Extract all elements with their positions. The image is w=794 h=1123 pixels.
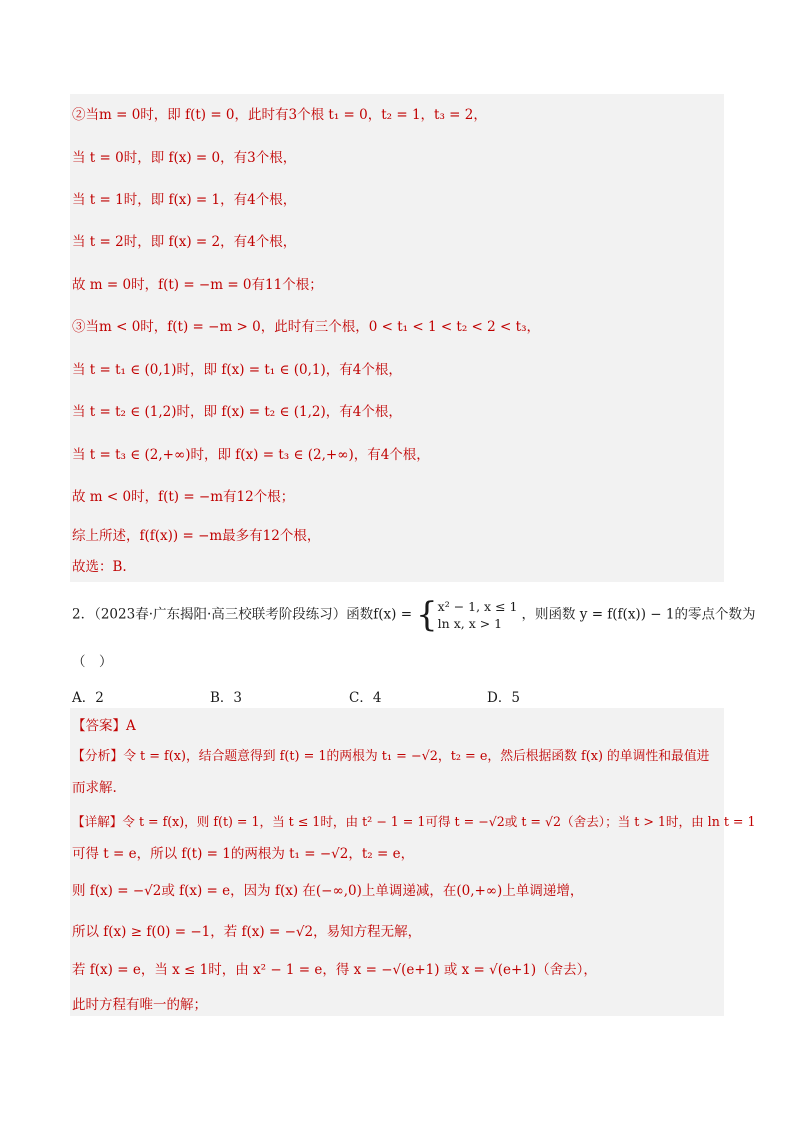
solution-line: ③当m < 0时，f(t) = −m > 0，此时有三个根，0 < t₁ < 1 < t₂ < 2 < t₃， (72, 319, 540, 335)
option-c: C．4 (349, 690, 382, 706)
answer-line: 【答案】A (72, 718, 136, 734)
solution-panel-top (70, 94, 724, 582)
detail-line: 可得 t = e，所以 f(t) = 1的两根为 t₁ = −√2，t₂ = e， (72, 846, 415, 862)
question-suffix: ，则函数 y = f(f(x)) − 1的零点个数为 (521, 606, 756, 623)
piece-2: ln x, x > 1 (437, 616, 503, 631)
solution-line: 当 t = t₂ ∈ (1,2)时，即 f(x) = t₂ ∈ (1,2)，有4个根， (72, 404, 402, 420)
solution-line: 当 t = 0时，即 f(x) = 0，有3个根， (72, 150, 297, 166)
question-prefix: 2．（2023春·广东揭阳·高三校联考阶段练习）函数 (72, 606, 374, 623)
solution-line: 当 t = t₃ ∈ (2,+∞)时，即 f(x) = t₃ ∈ (2,+∞)，有4个根， (72, 447, 430, 463)
detail-line: 若 f(x) = e，当 x ≤ 1时，由 x² − 1 = e，得 x = −√(e+1) 或 x = √(e+1)（舍去）， (72, 962, 597, 978)
solution-line: 当 t = 2时，即 f(x) = 2，有4个根， (72, 234, 297, 250)
solution-line: 故 m < 0时，f(t) = −m有12个根； (72, 489, 295, 505)
function-name: f(x) = (373, 606, 413, 623)
option-d: D．5 (487, 690, 520, 706)
question-2 (72, 595, 756, 635)
solution-line: ②当m = 0时，即 f(t) = 0，此时有3个根 t₁ = 0，t₂ = 1，t₃ = 2， (72, 107, 487, 123)
detail-line: 则 f(x) = −√2或 f(x) = e，因为 f(x) 在(−∞,0)上单调递减，在(0,+∞)上单调递增， (72, 883, 584, 899)
detail-line: 所以 f(x) ≥ f(0) = −1，若 f(x) = −√2，易知方程无解， (72, 924, 422, 940)
analysis-line: 【分析】令 t = f(x)，结合题意得到 f(t) = 1的两根为 t₁ = −√2，t₂ = e，然后根据函数 f(x) 的单调性和最值进 (72, 749, 710, 764)
solution-line: 当 t = t₁ ∈ (0,1)时，即 f(x) = t₁ ∈ (0,1)，有4个根， (72, 362, 402, 378)
solution-line: 故选：B. (72, 559, 127, 575)
option-a: A．2 (72, 690, 104, 706)
solution-line: 故 m = 0时，f(t) = −m = 0有11个根； (72, 277, 323, 293)
analysis-line: 而求解. (72, 780, 117, 796)
answer-parentheses: （ ） (72, 654, 113, 670)
piece-1: x² − 1, x ≤ 1 (437, 599, 518, 614)
piecewise-function: {x² − 1, x ≤ 1 ln x, x > 1 (416, 595, 518, 635)
solution-line: 当 t = 1时，即 f(x) = 1，有4个根， (72, 192, 297, 208)
solution-line: 综上所述，f(f(x)) = −m最多有12个根， (72, 528, 321, 544)
option-b: B．3 (210, 690, 243, 706)
detail-line: 此时方程有唯一的解； (72, 997, 207, 1013)
detail-line: 【详解】令 t = f(x)，则 f(t) = 1，当 t ≤ 1时，由 t² − 1 = 1可得 t = −√2或 t = √2（舍去）；当 t > 1时，由 ln t = 1 (72, 814, 756, 829)
